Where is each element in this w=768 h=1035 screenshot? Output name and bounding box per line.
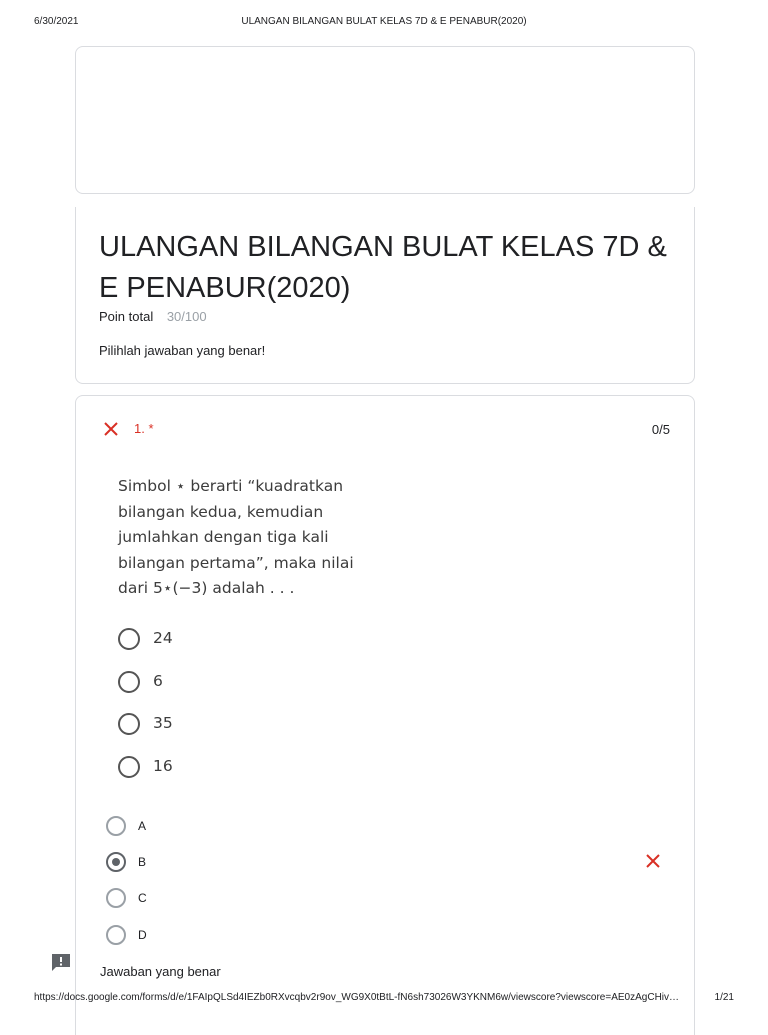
radio-button[interactable] xyxy=(106,816,126,836)
form-title-card xyxy=(75,207,695,384)
question-text-line: Simbol ⋆ berarti “kuadratkan xyxy=(118,477,344,495)
correct-answer-label: Jawaban yang benar xyxy=(100,964,221,979)
print-footer xyxy=(0,992,768,1008)
points-label: Poin total xyxy=(99,309,154,324)
question-score: 0/5 xyxy=(651,422,670,437)
incorrect-close-icon xyxy=(102,420,120,438)
choice-label: D xyxy=(138,928,147,942)
wrong-answer-close-icon xyxy=(644,852,662,870)
print-date: 6/30/2021 xyxy=(34,16,79,27)
choice-c[interactable] xyxy=(106,888,666,910)
choice-b[interactable] xyxy=(106,852,666,874)
radio-button[interactable] xyxy=(106,925,126,945)
question-text-line: bilangan pertama”, maka nilai xyxy=(118,553,354,572)
radio-circle-icon xyxy=(118,713,140,735)
question-image: Simbol ⋆ berarti “kuadratkan bilangan kedua, kemudian jumlahkan dengan tiga kali bilangan pertama”, maka nilai dari 5⋆(−3) adalah . . . 24 6 35 16 xyxy=(110,466,430,846)
form-title: ULANGAN BILANGAN BULAT KELAS 7D & E PENABUR(2020) xyxy=(99,231,667,304)
radio-circle-icon xyxy=(118,628,140,650)
radio-circle-icon xyxy=(118,756,140,778)
radio-button-selected[interactable] xyxy=(106,852,126,872)
radio-button[interactable] xyxy=(106,888,126,908)
choice-label: A xyxy=(138,819,147,833)
question-text xyxy=(118,474,418,602)
form-description: Pilihlah jawaban yang benar! xyxy=(99,343,266,358)
choice-d[interactable] xyxy=(106,925,666,947)
total-points xyxy=(99,309,207,324)
choice-label: B xyxy=(138,855,147,869)
choice-a[interactable] xyxy=(106,816,666,838)
question-number: 1. * xyxy=(134,421,154,436)
points-value: 30/100 xyxy=(166,309,207,324)
print-url: https://docs.google.com/forms/d/e/1FAIpQLSd4IEZb0RXvcqbv2r9ov_WG9X0tBtL-fN6sh73026W3YKNM6w/viewscore?viewscore=AE0zAgCHiv… xyxy=(34,992,680,1003)
question-card xyxy=(75,395,695,1035)
question-text-line: dari 5⋆(−3) adalah . . . xyxy=(118,579,295,597)
feedback-icon[interactable] xyxy=(50,953,72,973)
header-banner xyxy=(75,46,695,194)
choice-label: C xyxy=(138,891,147,905)
page-number: 1/21 xyxy=(714,992,734,1003)
radio-circle-icon xyxy=(118,671,140,693)
print-title: ULANGAN BILANGAN BULAT KELAS 7D & E PENABUR(2020) xyxy=(241,16,527,27)
question-text-line: bilangan kedua, kemudian xyxy=(118,502,324,521)
print-header xyxy=(0,16,768,32)
question-text-line: jumlahkan dengan tiga kali xyxy=(118,528,329,546)
